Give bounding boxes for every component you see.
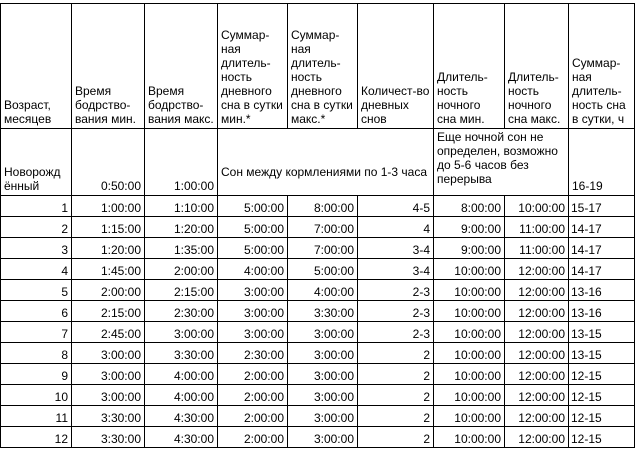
cell-age: 1 [1, 196, 72, 217]
cell-wake-min: 1:20:00 [72, 238, 145, 259]
cell-wake-max: 2:30:00 [145, 301, 218, 322]
header-night-max: Длитель-ность ночного сна макс. [505, 4, 569, 129]
cell-day-max: 7:00:00 [288, 217, 358, 238]
cell-total: 14-17 [569, 217, 635, 238]
table-row [1, 385, 635, 406]
cell-day-max: 3:00:00 [288, 322, 358, 343]
cell-wake-max: 4:00:00 [145, 364, 218, 385]
cell-night-min: 8:00:00 [434, 196, 505, 217]
cell-naps: 2-3 [358, 280, 434, 301]
cell-night-min: 10:00:00 [434, 259, 505, 280]
cell-night-max: 12:00:00 [505, 364, 569, 385]
cell-night-min: 10:00:00 [434, 301, 505, 322]
cell-wake-max: 2:00:00 [145, 259, 218, 280]
newborn-wake-min: 0:50:00 [72, 129, 145, 196]
cell-naps: 2 [358, 406, 434, 427]
cell-total: 13-16 [569, 280, 635, 301]
cell-day-min: 2:00:00 [218, 385, 288, 406]
cell-night-min: 10:00:00 [434, 280, 505, 301]
cell-total: 14-17 [569, 259, 635, 280]
newborn-day-sleep-note: Сон между кормлениями по 1-3 часа [218, 129, 434, 196]
cell-night-min: 10:00:00 [434, 427, 505, 448]
cell-day-max: 3:00:00 [288, 427, 358, 448]
cell-age: 3 [1, 238, 72, 259]
cell-night-min: 10:00:00 [434, 343, 505, 364]
cell-wake-max: 4:30:00 [145, 427, 218, 448]
header-row [1, 4, 635, 129]
cell-wake-max: 4:30:00 [145, 406, 218, 427]
table-row [1, 406, 635, 427]
cell-wake-min: 1:00:00 [72, 196, 145, 217]
cell-day-max: 5:00:00 [288, 259, 358, 280]
cell-night-max: 12:00:00 [505, 280, 569, 301]
cell-day-max: 4:00:00 [288, 280, 358, 301]
table-row [1, 322, 635, 343]
cell-age: 2 [1, 217, 72, 238]
cell-wake-max: 3:00:00 [145, 322, 218, 343]
cell-wake-max: 3:30:00 [145, 343, 218, 364]
cell-age: 8 [1, 343, 72, 364]
cell-naps: 2 [358, 343, 434, 364]
cell-total: 13-15 [569, 343, 635, 364]
cell-night-max: 11:00:00 [505, 217, 569, 238]
cell-naps: 2 [358, 385, 434, 406]
cell-day-max: 7:00:00 [288, 238, 358, 259]
cell-night-min: 10:00:00 [434, 385, 505, 406]
cell-day-min: 2:00:00 [218, 406, 288, 427]
cell-day-max: 3:00:00 [288, 385, 358, 406]
cell-wake-min: 3:30:00 [72, 406, 145, 427]
table-row [1, 427, 635, 448]
cell-total: 12-15 [569, 364, 635, 385]
header-wake-min: Время бодрство-вания мин. [72, 4, 145, 129]
cell-wake-min: 3:00:00 [72, 385, 145, 406]
cell-wake-min: 3:00:00 [72, 343, 145, 364]
cell-night-max: 12:00:00 [505, 301, 569, 322]
cell-night-min: 10:00:00 [434, 322, 505, 343]
cell-day-min: 3:00:00 [218, 280, 288, 301]
cell-total: 12-15 [569, 406, 635, 427]
cell-age: 10 [1, 385, 72, 406]
cell-wake-min: 1:15:00 [72, 217, 145, 238]
cell-night-max: 12:00:00 [505, 427, 569, 448]
cell-day-min: 2:00:00 [218, 364, 288, 385]
cell-total: 13-16 [569, 301, 635, 322]
table-row [1, 280, 635, 301]
cell-night-min: 9:00:00 [434, 217, 505, 238]
cell-night-max: 11:00:00 [505, 238, 569, 259]
cell-total: 15-17 [569, 196, 635, 217]
sleep-schedule-table [0, 3, 635, 448]
cell-day-min: 2:00:00 [218, 427, 288, 448]
cell-total: 13-15 [569, 322, 635, 343]
cell-wake-min: 3:30:00 [72, 427, 145, 448]
cell-day-min: 4:00:00 [218, 259, 288, 280]
cell-age: 6 [1, 301, 72, 322]
cell-night-min: 9:00:00 [434, 238, 505, 259]
header-night-min: Длитель-ность ночного сна мин. [434, 4, 505, 129]
cell-naps: 3-4 [358, 238, 434, 259]
cell-day-max: 3:00:00 [288, 406, 358, 427]
newborn-total: 16-19 [569, 129, 635, 196]
cell-age: 5 [1, 280, 72, 301]
cell-naps: 4-5 [358, 196, 434, 217]
newborn-age: Новорожд ённый [1, 129, 72, 196]
cell-night-max: 12:00:00 [505, 343, 569, 364]
cell-wake-min: 3:00:00 [72, 364, 145, 385]
header-total-per-day: Суммар-ная длитель-ность сна в сутки, ч [569, 4, 635, 129]
cell-wake-max: 1:10:00 [145, 196, 218, 217]
cell-day-min: 3:00:00 [218, 301, 288, 322]
cell-naps: 2-3 [358, 322, 434, 343]
cell-wake-max: 2:15:00 [145, 280, 218, 301]
cell-age: 12 [1, 427, 72, 448]
cell-naps: 3-4 [358, 259, 434, 280]
newborn-wake-max: 1:00:00 [145, 129, 218, 196]
cell-naps: 4 [358, 217, 434, 238]
cell-day-min: 5:00:00 [218, 196, 288, 217]
cell-total: 12-15 [569, 385, 635, 406]
cell-day-max: 3:00:00 [288, 343, 358, 364]
table-row [1, 238, 635, 259]
cell-day-min: 2:30:00 [218, 343, 288, 364]
cell-day-max: 8:00:00 [288, 196, 358, 217]
header-naps-count: Количест-во дневных снов [358, 4, 434, 129]
cell-age: 9 [1, 364, 72, 385]
cell-naps: 2 [358, 427, 434, 448]
header-age: Возраст, месяцев [1, 4, 72, 129]
cell-age: 4 [1, 259, 72, 280]
table-row [1, 364, 635, 385]
cell-naps: 2 [358, 364, 434, 385]
cell-night-max: 12:00:00 [505, 385, 569, 406]
table-row [1, 196, 635, 217]
cell-wake-min: 2:00:00 [72, 280, 145, 301]
cell-day-max: 3:30:00 [288, 301, 358, 322]
cell-night-max: 10:00:00 [505, 196, 569, 217]
cell-age: 11 [1, 406, 72, 427]
cell-age: 7 [1, 322, 72, 343]
cell-naps: 2-3 [358, 301, 434, 322]
cell-night-min: 10:00:00 [434, 406, 505, 427]
newborn-night-sleep-note: Еще ночной сон не определен, возможно до 5-6 часов без перерыва [434, 129, 569, 196]
table-row [1, 217, 635, 238]
cell-total: 12-15 [569, 427, 635, 448]
cell-day-min: 5:00:00 [218, 217, 288, 238]
cell-wake-max: 1:35:00 [145, 238, 218, 259]
table-row [1, 343, 635, 364]
cell-wake-max: 4:00:00 [145, 385, 218, 406]
cell-total: 14-17 [569, 238, 635, 259]
header-day-total-min: Суммар-ная длитель-ность дневного сна в сутки мин.* [218, 4, 288, 129]
header-wake-max: Время бодрство-вания макс. [145, 4, 218, 129]
cell-night-max: 12:00:00 [505, 259, 569, 280]
table-row [1, 259, 635, 280]
cell-night-min: 10:00:00 [434, 364, 505, 385]
cell-wake-min: 2:45:00 [72, 322, 145, 343]
cell-day-min: 3:00:00 [218, 322, 288, 343]
header-day-total-max: Суммар-ная длитель-ность дневного сна в сутки макс.* [288, 4, 358, 129]
cell-day-max: 3:00:00 [288, 364, 358, 385]
cell-wake-min: 2:15:00 [72, 301, 145, 322]
cell-wake-max: 1:20:00 [145, 217, 218, 238]
cell-night-max: 12:00:00 [505, 406, 569, 427]
cell-night-max: 12:00:00 [505, 322, 569, 343]
table-row [1, 301, 635, 322]
cell-wake-min: 1:45:00 [72, 259, 145, 280]
cell-day-min: 5:00:00 [218, 238, 288, 259]
newborn-row [1, 129, 635, 196]
